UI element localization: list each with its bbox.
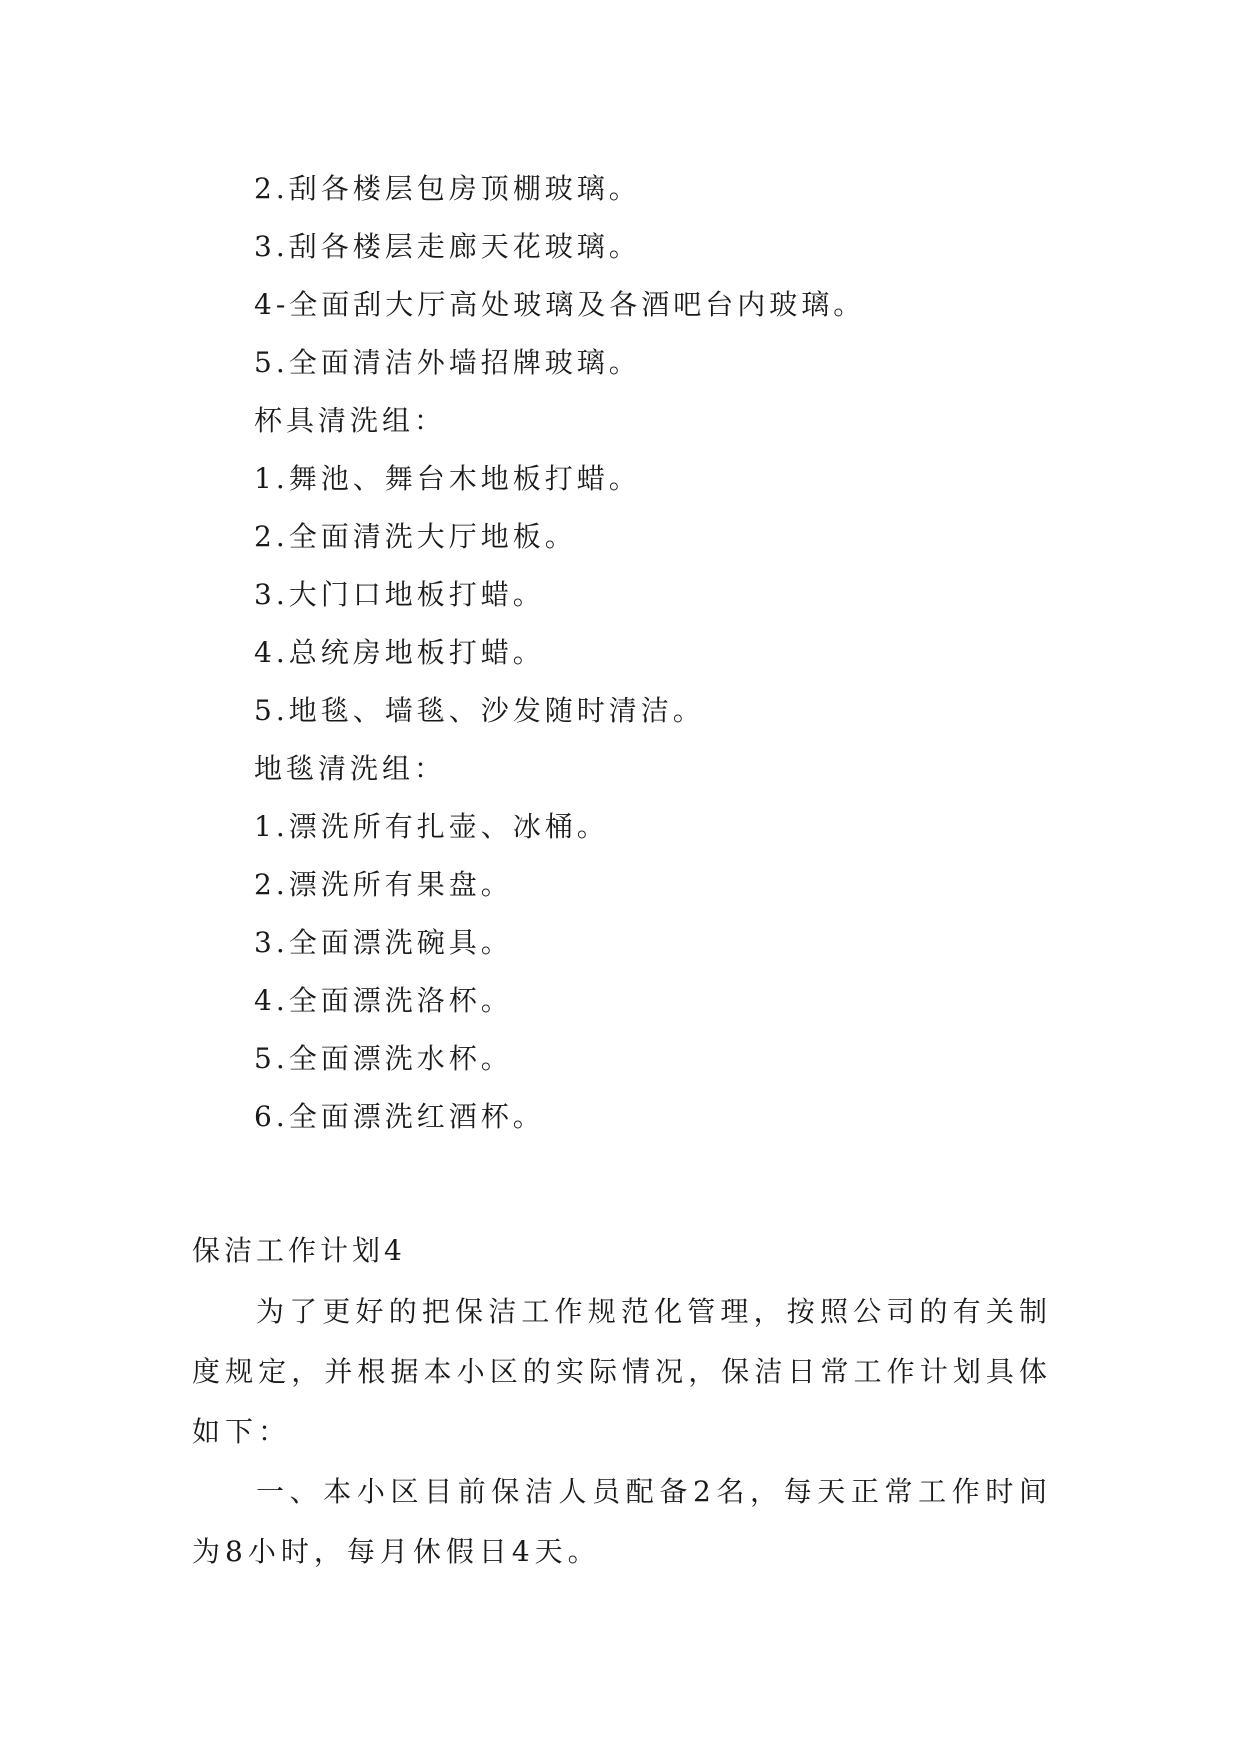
- paragraph: 为了更好的把保洁工作规范化管理，按照公司的有关制度规定，并根据本小区的实际情况，保洁日常工作计划具体如下：: [192, 1295, 1052, 1448]
- list-item: 3.刮各楼层走廊天花玻璃。: [254, 230, 641, 263]
- list-item: 1.舞池、舞台木地板打蜡。: [254, 462, 641, 495]
- paragraph: 一、本小区目前保洁人员配备2名，每天正常工作时间为8小时，每月休假日4天。: [192, 1475, 1052, 1568]
- section-heading: 保洁工作计划4: [192, 1234, 406, 1267]
- list-item: 1.漂洗所有扎壶、冰桶。: [254, 810, 609, 843]
- list-item: 5.全面清洁外墙招牌玻璃。: [254, 346, 641, 379]
- list-item: 3.大门口地板打蜡。: [254, 578, 545, 611]
- group-heading: 杯具清洗组：: [254, 404, 447, 437]
- list-item: 4.全面漂洗洛杯。: [254, 984, 513, 1017]
- list-item: 2.漂洗所有果盘。: [254, 868, 513, 901]
- list-item: 2.全面清洗大厅地板。: [254, 520, 577, 553]
- list-item: 5.全面漂洗水杯。: [254, 1042, 513, 1075]
- list-item: 2.刮各楼层包房顶棚玻璃。: [254, 172, 641, 205]
- list-item: 4.总统房地板打蜡。: [254, 636, 545, 669]
- task-list: [254, 160, 1074, 1146]
- group-heading: 地毯清洗组：: [254, 752, 447, 785]
- plan-section: [192, 1222, 1052, 1582]
- list-item: 4-全面刮大厅高处玻璃及各酒吧台内玻璃。: [254, 288, 866, 321]
- list-item: 3.全面漂洗碗具。: [254, 926, 513, 959]
- list-item: 6.全面漂洗红酒杯。: [254, 1100, 545, 1133]
- list-item: 5.地毯、墙毯、沙发随时清洁。: [254, 694, 705, 727]
